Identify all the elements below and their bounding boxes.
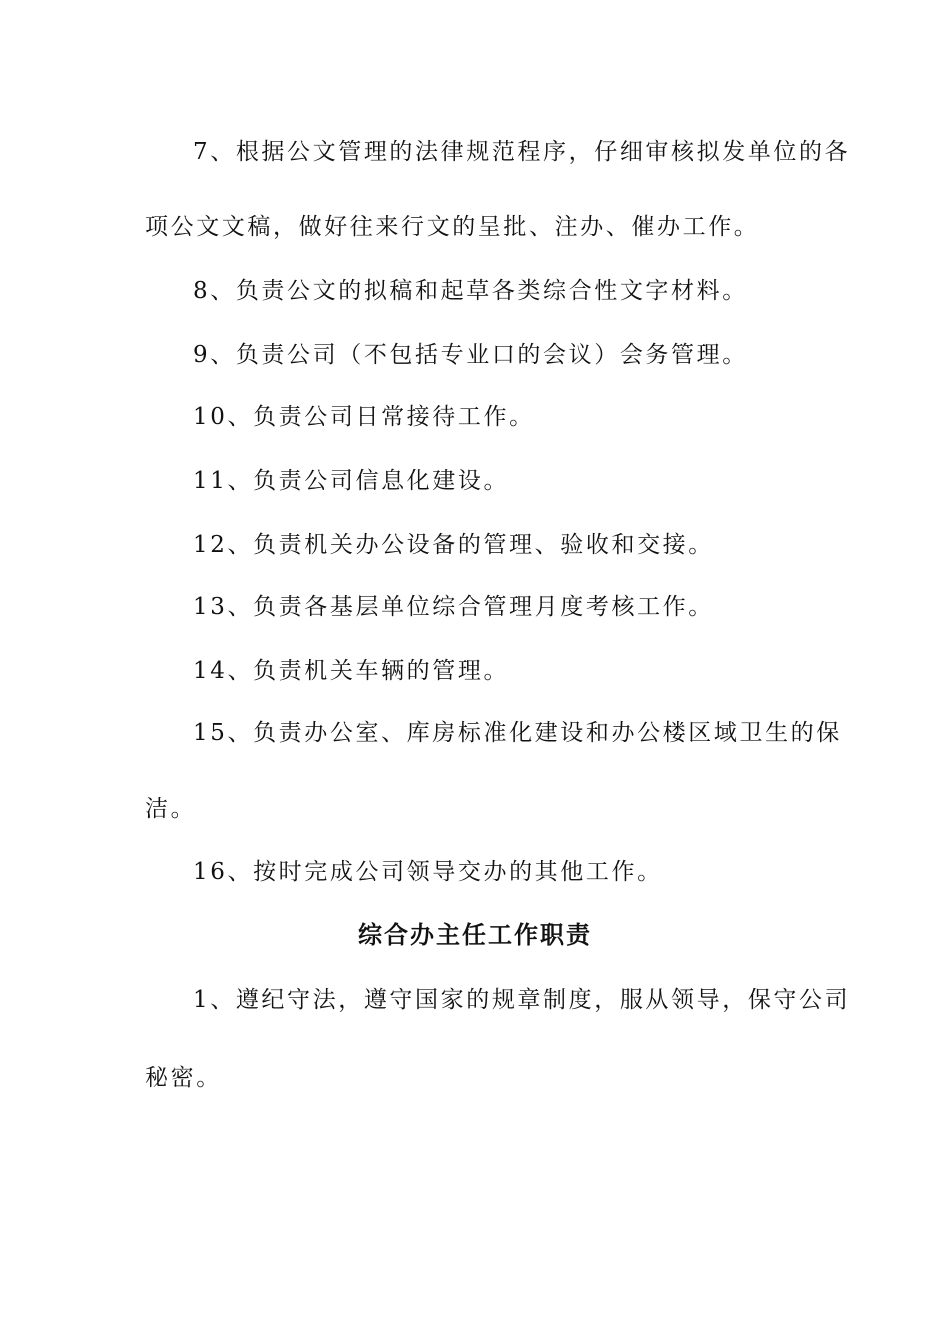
- list-item-15-line-2: 洁。: [145, 796, 197, 822]
- list-item-14: 14、负责机关车辆的管理。: [193, 658, 510, 684]
- list-item-8: 8、负责公文的拟稿和起草各类综合性文字材料。: [193, 278, 748, 304]
- list-item-7-line-1: 7、根据公文管理的法律规范程序，仔细审核拟发单位的各: [193, 139, 851, 165]
- list-item-12: 12、负责机关办公设备的管理、验收和交接。: [193, 532, 714, 558]
- list-item-9: 9、负责公司（不包括专业口的会议）会务管理。: [193, 342, 748, 368]
- list-item-15-line-1: 15、负责办公室、库房标准化建设和办公楼区域卫生的保: [193, 720, 842, 746]
- list-item-11: 11、负责公司信息化建设。: [193, 468, 510, 494]
- list-item-10: 10、负责公司日常接待工作。: [193, 404, 535, 430]
- list-item-7-line-2: 项公文文稿，做好往来行文的呈批、注办、催办工作。: [145, 214, 760, 240]
- duty-item-1-line-2: 秘密。: [145, 1065, 222, 1091]
- section-title: 综合办主任工作职责: [358, 920, 592, 949]
- duty-item-1-line-1: 1、遵纪守法，遵守国家的规章制度，服从领导，保守公司: [193, 987, 851, 1013]
- list-item-13: 13、负责各基层单位综合管理月度考核工作。: [193, 594, 714, 620]
- list-item-16: 16、按时完成公司领导交办的其他工作。: [193, 859, 663, 885]
